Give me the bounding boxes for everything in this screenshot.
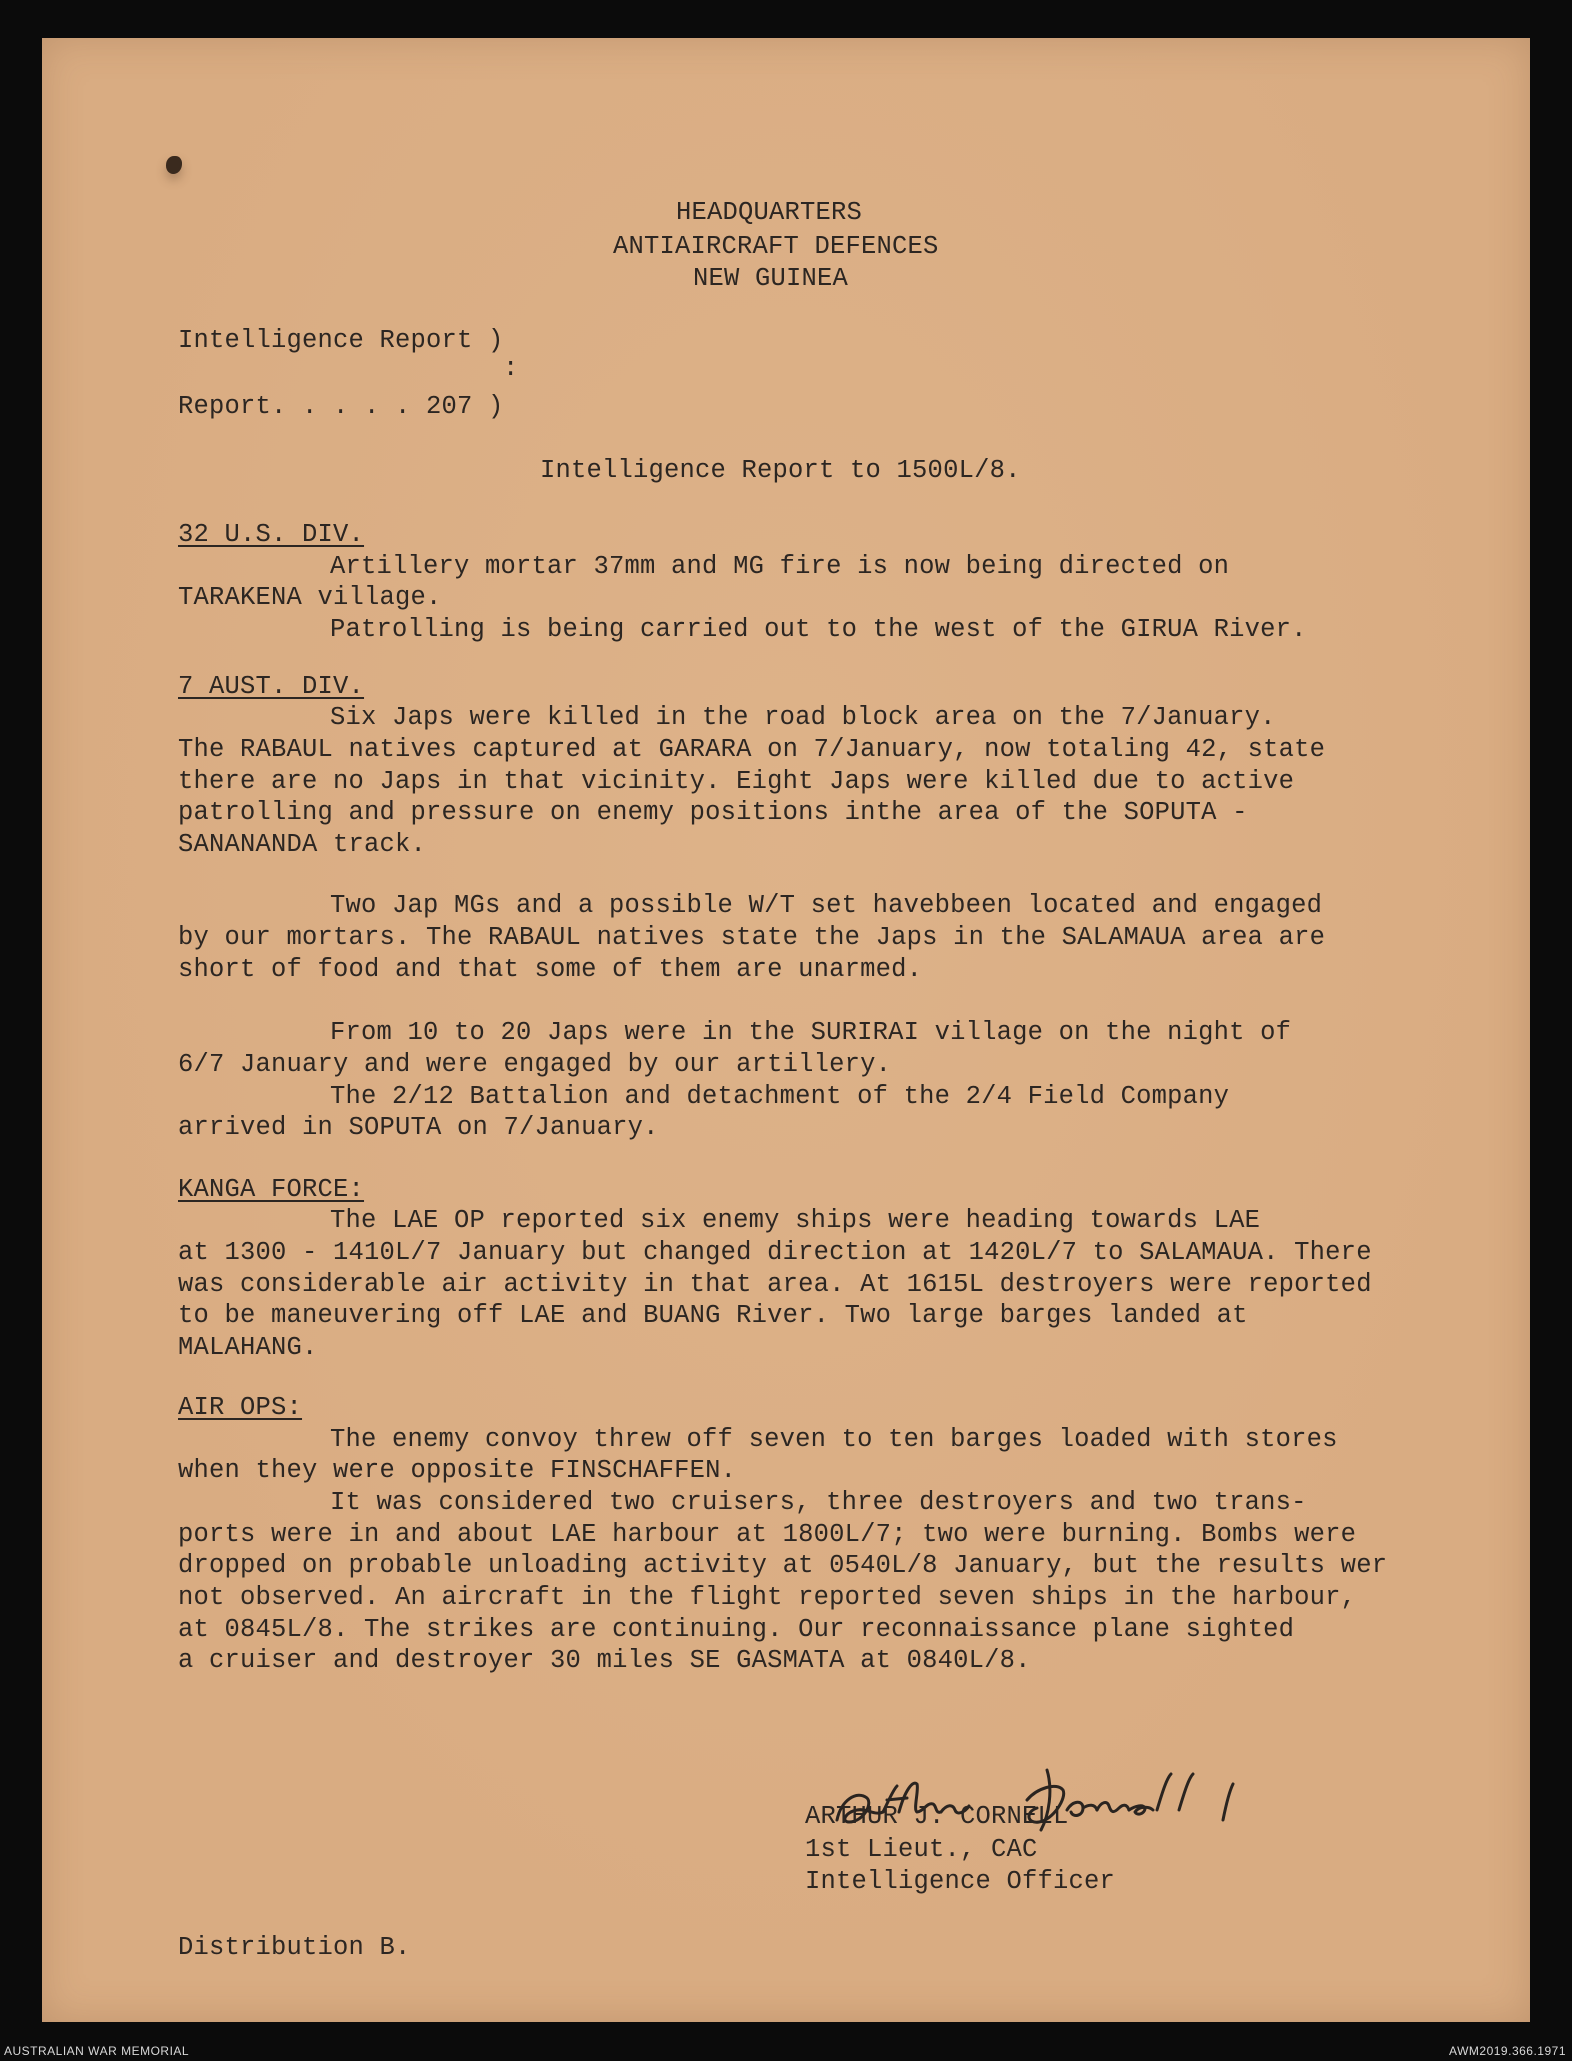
kanga-line-1: The LAE OP reported six enemy ships were heading towards LAE <box>330 1206 1261 1235</box>
air-line-7: at 0845L/8. The strikes are continuing. Our reconnaissance plane sighted <box>178 1615 1295 1644</box>
aust-div-p3-line-2: 6/7 January and were engaged by our artillery. <box>178 1050 892 1079</box>
signatory-rank: 1st Lieut., CAC <box>805 1835 1038 1864</box>
ref-colon: : <box>503 354 519 383</box>
air-line-3: It was considered two cruisers, three destroyers and two trans- <box>330 1488 1307 1517</box>
footer-institution: AUSTRALIAN WAR MEMORIAL <box>4 2044 190 2058</box>
signatory-role: Intelligence Officer <box>805 1867 1116 1896</box>
us-div-line-3: Patrolling is being carried out to the west of the GIRUA River. <box>330 615 1307 644</box>
air-line-6: not observed. An aircraft in the flight reported seven ships in the harbour, <box>178 1583 1357 1612</box>
air-line-4: ports were in and about LAE harbour at 1800L/7; two were burning. Bombs were <box>178 1520 1357 1549</box>
air-line-2: when they were opposite FINSCHAFFEN. <box>178 1456 737 1485</box>
air-line-8: a cruiser and destroyer 30 miles SE GASMATA at 0840L/8. <box>178 1646 1031 1675</box>
aust-div-p2-line-1: Two Jap MGs and a possible W/T set havebbeen located and engaged <box>330 891 1323 920</box>
us-div-line-1: Artillery mortar 37mm and MG fire is now being directed on <box>330 552 1230 581</box>
document-page <box>42 38 1530 2022</box>
aust-div-p2-line-3: short of food and that some of them are unarmed. <box>178 955 923 984</box>
kanga-line-4: to be maneuvering off LAE and BUANG River. Two large barges landed at <box>178 1301 1248 1330</box>
aust-div-p3-line-1: From 10 to 20 Japs were in the SURIRAI village on the night of <box>330 1018 1292 1047</box>
signatory-name: ARTHUR J. CORNELL <box>805 1802 1069 1831</box>
header-line-3: NEW GUINEA <box>693 264 849 293</box>
aust-div-p1-line-1: Six Japs were killed in the road block area on the 7/January. <box>330 703 1276 732</box>
report-title: Intelligence Report to 1500L/8. <box>540 456 1021 485</box>
aust-div-p3-line-3: The 2/12 Battalion and detachment of the 2/4 Field Company <box>330 1082 1230 1111</box>
aust-div-p1-line-2: The RABAUL natives captured at GARARA on 7/January, now totaling 42, state <box>178 735 1326 764</box>
kanga-line-2: at 1300 - 1410L/7 January but changed direction at 1420L/7 to SALAMAUA. There <box>178 1238 1372 1267</box>
air-line-5: dropped on probable unloading activity at 0540L/8 January, but the results wer <box>178 1551 1388 1580</box>
header-line-1: HEADQUARTERS <box>676 198 863 227</box>
section-heading-kanga-force: KANGA FORCE: <box>178 1175 365 1204</box>
aust-div-p3-line-4: arrived in SOPUTA on 7/January. <box>178 1113 659 1142</box>
aust-div-p2-line-2: by our mortars. The RABAUL natives state the Japs in the SALAMAUA area are <box>178 923 1326 952</box>
kanga-line-5: MALAHANG. <box>178 1333 318 1362</box>
aust-div-p1-line-4: patrolling and pressure on enemy positions inthe area of the SOPUTA - <box>178 798 1248 827</box>
header-line-2: ANTIAIRCRAFT DEFENCES <box>613 232 939 261</box>
section-heading-aust-div: 7 AUST. DIV. <box>178 672 365 701</box>
section-heading-us-div: 32 U.S. DIV. <box>178 520 365 549</box>
aust-div-p1-line-3: there are no Japs in that vicinity. Eight Japs were killed due to active <box>178 767 1295 796</box>
air-line-1: The enemy convoy threw off seven to ten barges loaded with stores <box>330 1425 1338 1454</box>
kanga-line-3: was considerable air activity in that area. At 1615L destroyers were reported <box>178 1270 1372 1299</box>
distribution-note: Distribution B. <box>178 1933 411 1962</box>
footer-accession-number: AWM2019.366.1971 <box>1449 2044 1566 2058</box>
aust-div-p1-line-5: SANANANDA track. <box>178 830 427 859</box>
us-div-line-2: TARAKENA village. <box>178 583 442 612</box>
punch-hole <box>166 156 182 174</box>
section-heading-air-ops: AIR OPS: <box>178 1393 303 1422</box>
ref-label-1: Intelligence Report ) <box>178 326 504 355</box>
ref-label-2: Report. . . . . 207 ) <box>178 392 504 421</box>
